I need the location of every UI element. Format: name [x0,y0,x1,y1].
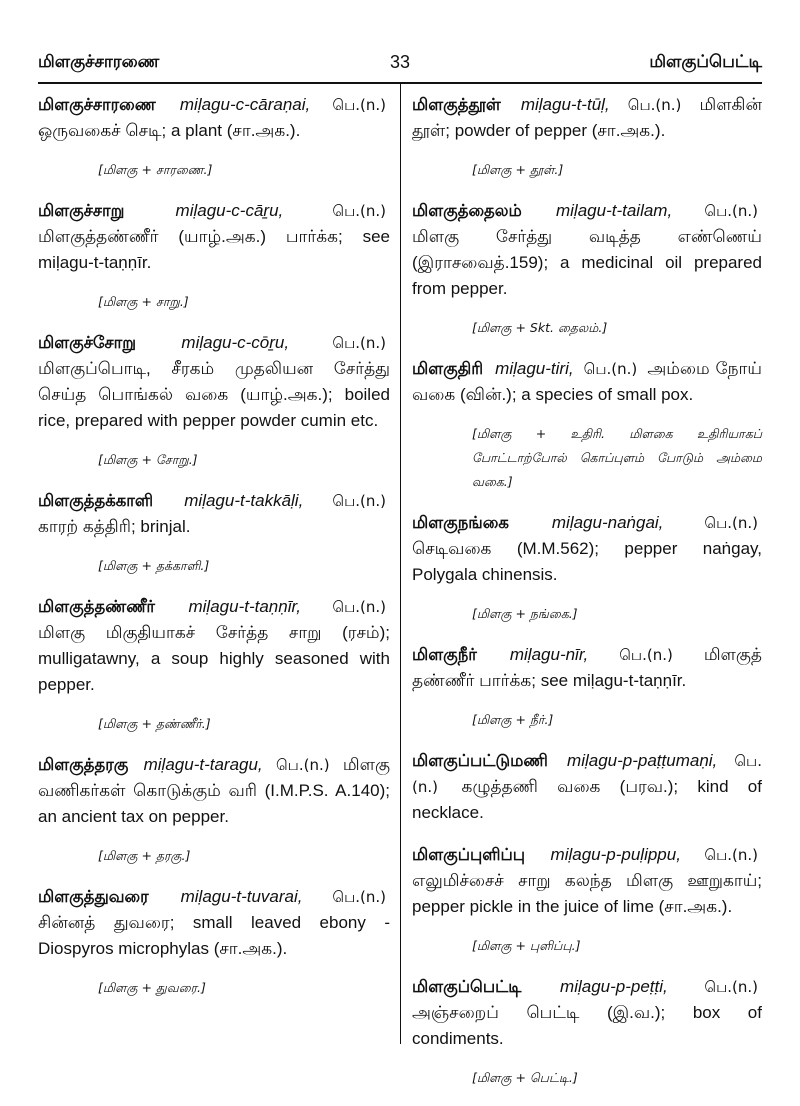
entry-definition: செடிவகை (M.M.562); pepper naṅgay, Polygala chinensis. [412,539,762,584]
dictionary-entry [412,642,762,732]
dictionary-entry [38,594,390,736]
entry-part-of-speech: பெ.(n.) [332,334,386,352]
entry-transliteration: miḷagu-p-peṭṭi, [560,977,668,996]
dictionary-entry [412,198,762,340]
entry-headword: மிளகுத்தைலம் [412,201,522,220]
entry-headword: மிளகுப்பட்டுமணி [412,751,548,770]
running-head-right: மிளகுப்பெட்டி [649,52,762,72]
dictionary-entry [412,356,762,494]
entry-part-of-speech: பெ.(n.) [704,514,758,532]
entry-etymology: [மிளகு + புளிப்பு.] [472,938,581,953]
entry-headword: மிளகுச்சோறு [38,333,137,352]
entry-part-of-speech: பெ.(n.) [704,846,758,864]
entry-definition: ஒருவகைச் செடி; a plant (சா.அக.). [38,121,301,140]
entry-etymology: [மிளகு + சாறு.] [98,294,189,309]
dictionary-entry [412,974,762,1090]
dictionary-entry [412,92,762,182]
entry-definition: மிளகு சேர்த்து வடித்த எண்ணெய் (இராசவைத்.159); a medicinal oil prepared from pepper. [412,227,762,298]
entry-text [412,748,762,826]
dictionary-entry [412,842,762,958]
entry-text [412,974,762,1052]
entry-headword: மிளகுத்தரகு [38,755,129,774]
entry-part-of-speech: பெ.(n.) [332,598,386,616]
entry-transliteration: miḷagu-tiri, [495,359,574,378]
entry-text [38,198,390,276]
dictionary-entry [412,748,762,826]
entry-transliteration: miḷagu-t-tuvarai, [180,887,303,906]
entry-text [412,510,762,588]
entry-transliteration: miḷagu-t-tailam, [555,201,673,220]
entry-transliteration: miḷagu-p-paṭṭumaṇi, [567,751,718,770]
entry-part-of-speech: பெ.(n.) [332,96,386,114]
entry-headword: மிளகுதிரி [412,359,484,378]
entry-text [38,488,390,540]
entry-transliteration: miḷagu-t-takkāḷi, [184,491,304,510]
dictionary-entry [38,752,390,868]
entry-etymology: [மிளகு + துவரை.] [98,980,206,995]
dictionary-entry [412,510,762,626]
entry-transliteration: miḷagu-t-taṇṇīr, [188,597,301,616]
entry-headword: மிளகுநங்கை [412,513,509,532]
entry-text [38,752,390,830]
entry-etymology: [மிளகு + தூள்.] [472,162,564,177]
entry-definition: மிளகுத் தண்ணீர் பார்க்க; see miḷagu-t-taṇṇīr. [412,645,762,690]
entry-text [38,594,390,698]
entry-etymology: [மிளகு + சோறு.] [98,452,198,467]
entry-headword: மிளகுத்துவரை [38,887,149,906]
entry-headword: மிளகுத்தண்ணீர் [38,597,155,616]
entry-text [412,356,762,408]
entry-etymology: [மிளகு + Skt. தைலம்.] [472,320,608,335]
entry-part-of-speech: பெ.(n.) [275,756,330,774]
entry-definition: எலுமிச்சைச் சாறு கலந்த மிளகு ஊறுகாய்; pepper pickle in the juice of lime (சா.அக.). [412,871,762,916]
entry-etymology: [மிளகு + பெட்டி.] [472,1070,578,1085]
left-column [38,92,390,1016]
right-column [412,92,762,1106]
entry-transliteration: miḷagu-c-cāraṇai, [179,95,311,114]
entry-definition: சின்னத் துவரை; small leaved ebony - Diospyros microphylas (சா.அக.). [38,913,390,958]
entry-part-of-speech: பெ.(n.) [704,978,758,996]
entry-text [412,842,762,920]
entry-etymology: [மிளகு + நங்கை.] [472,606,578,621]
entry-headword: மிளகுச்சாரணை [38,95,156,114]
entry-etymology: [மிளகு + நீர்.] [472,712,554,727]
entry-transliteration: miḷagu-p-puḷippu, [550,845,681,864]
running-head-left: மிளகுச்சாரணை [38,52,160,72]
entry-etymology: [மிளகு + தக்காளி.] [98,558,210,573]
entry-text [38,884,390,962]
entry-definition: மிளகுத்தண்ணீர் (யாழ்.அக.) பார்க்க; see miḷagu-t-taṇṇīr. [38,227,390,272]
entry-headword: மிளகுப்பெட்டி [412,977,522,996]
entry-part-of-speech: பெ.(n.) [332,492,386,510]
entry-text [38,330,390,434]
entry-part-of-speech: பெ.(n.) [332,202,386,220]
page-header [38,50,762,80]
entry-definition: மிளகுப்பொடி, சீரகம் முதலியன சேர்த்து செய்த பொங்கல் வகை (யாழ்.அக.); boiled rice, prepared with pepper powder cumin etc. [38,359,390,430]
entry-text [412,198,762,302]
entry-text [412,92,762,144]
entry-etymology: [மிளகு + உதிரி. மிளகை உதிரியாகப் போட்டாற்போல் கொப்புளம் போடும் அம்மை வகை.] [472,426,762,489]
entry-transliteration: miḷagu-c-cōṟu, [181,333,290,352]
dictionary-entry [38,198,390,314]
entry-part-of-speech: பெ.(n.) [619,646,673,664]
entry-definition: அஞ்சறைப் பெட்டி (இ.வ.); box of condiments. [412,1003,762,1048]
page-number: 33 [389,52,411,72]
entry-part-of-speech: பெ.(n.) [583,360,638,378]
entry-transliteration: miḷagu-naṅgai, [551,513,664,532]
entry-part-of-speech: பெ.(n.) [627,96,682,114]
dictionary-entry [38,488,390,578]
entry-etymology: [மிளகு + தண்ணீர்.] [98,716,211,731]
entry-definition: காரற் கத்திரி; brinjal. [38,517,191,536]
entry-headword: மிளகுத்தூள் [412,95,501,114]
entry-definition: மிளகு மிகுதியாகச் சேர்த்த சாறு (ரசம்); mulligatawny, a soup highly seasoned with pepper. [38,623,390,694]
dictionary-entry [38,92,390,182]
column-divider [400,84,401,1044]
entry-part-of-speech: பெ.(n.) [412,752,762,796]
entry-headword: மிளகுநீர் [412,645,477,664]
entry-transliteration: miḷagu-nīr, [509,645,589,664]
entry-transliteration: miḷagu-c-cāṟu, [175,201,284,220]
entry-part-of-speech: பெ.(n.) [704,202,758,220]
entry-headword: மிளகுச்சாறு [38,201,125,220]
entry-definition: மிளகின் தூள்; powder of pepper (சா.அக.). [412,95,762,140]
dictionary-entry [38,330,390,472]
entry-headword: மிளகுத்தக்காளி [38,491,154,510]
entry-text [38,92,390,144]
entry-transliteration: miḷagu-t-taragu, [143,755,263,774]
entry-etymology: [மிளகு + சாரணை.] [98,162,213,177]
entry-transliteration: miḷagu-t-tūḷ, [520,95,610,114]
entry-text [412,642,762,694]
entry-definition: மிளகு வணிகர்கள் கொடுக்கும் வரி (I.M.P.S. A.140); an ancient tax on pepper. [38,755,390,826]
entry-part-of-speech: பெ.(n.) [332,888,386,906]
dictionary-entry [38,884,390,1000]
entry-headword: மிளகுப்புளிப்பு [412,845,526,864]
entry-definition: கழுத்தணி வகை (பரவ.); kind of necklace. [412,777,762,822]
entry-etymology: [மிளகு + தரகு.] [98,848,191,863]
entry-definition: அம்மை நோய் வகை (வின்.); a species of small pox. [412,359,762,404]
